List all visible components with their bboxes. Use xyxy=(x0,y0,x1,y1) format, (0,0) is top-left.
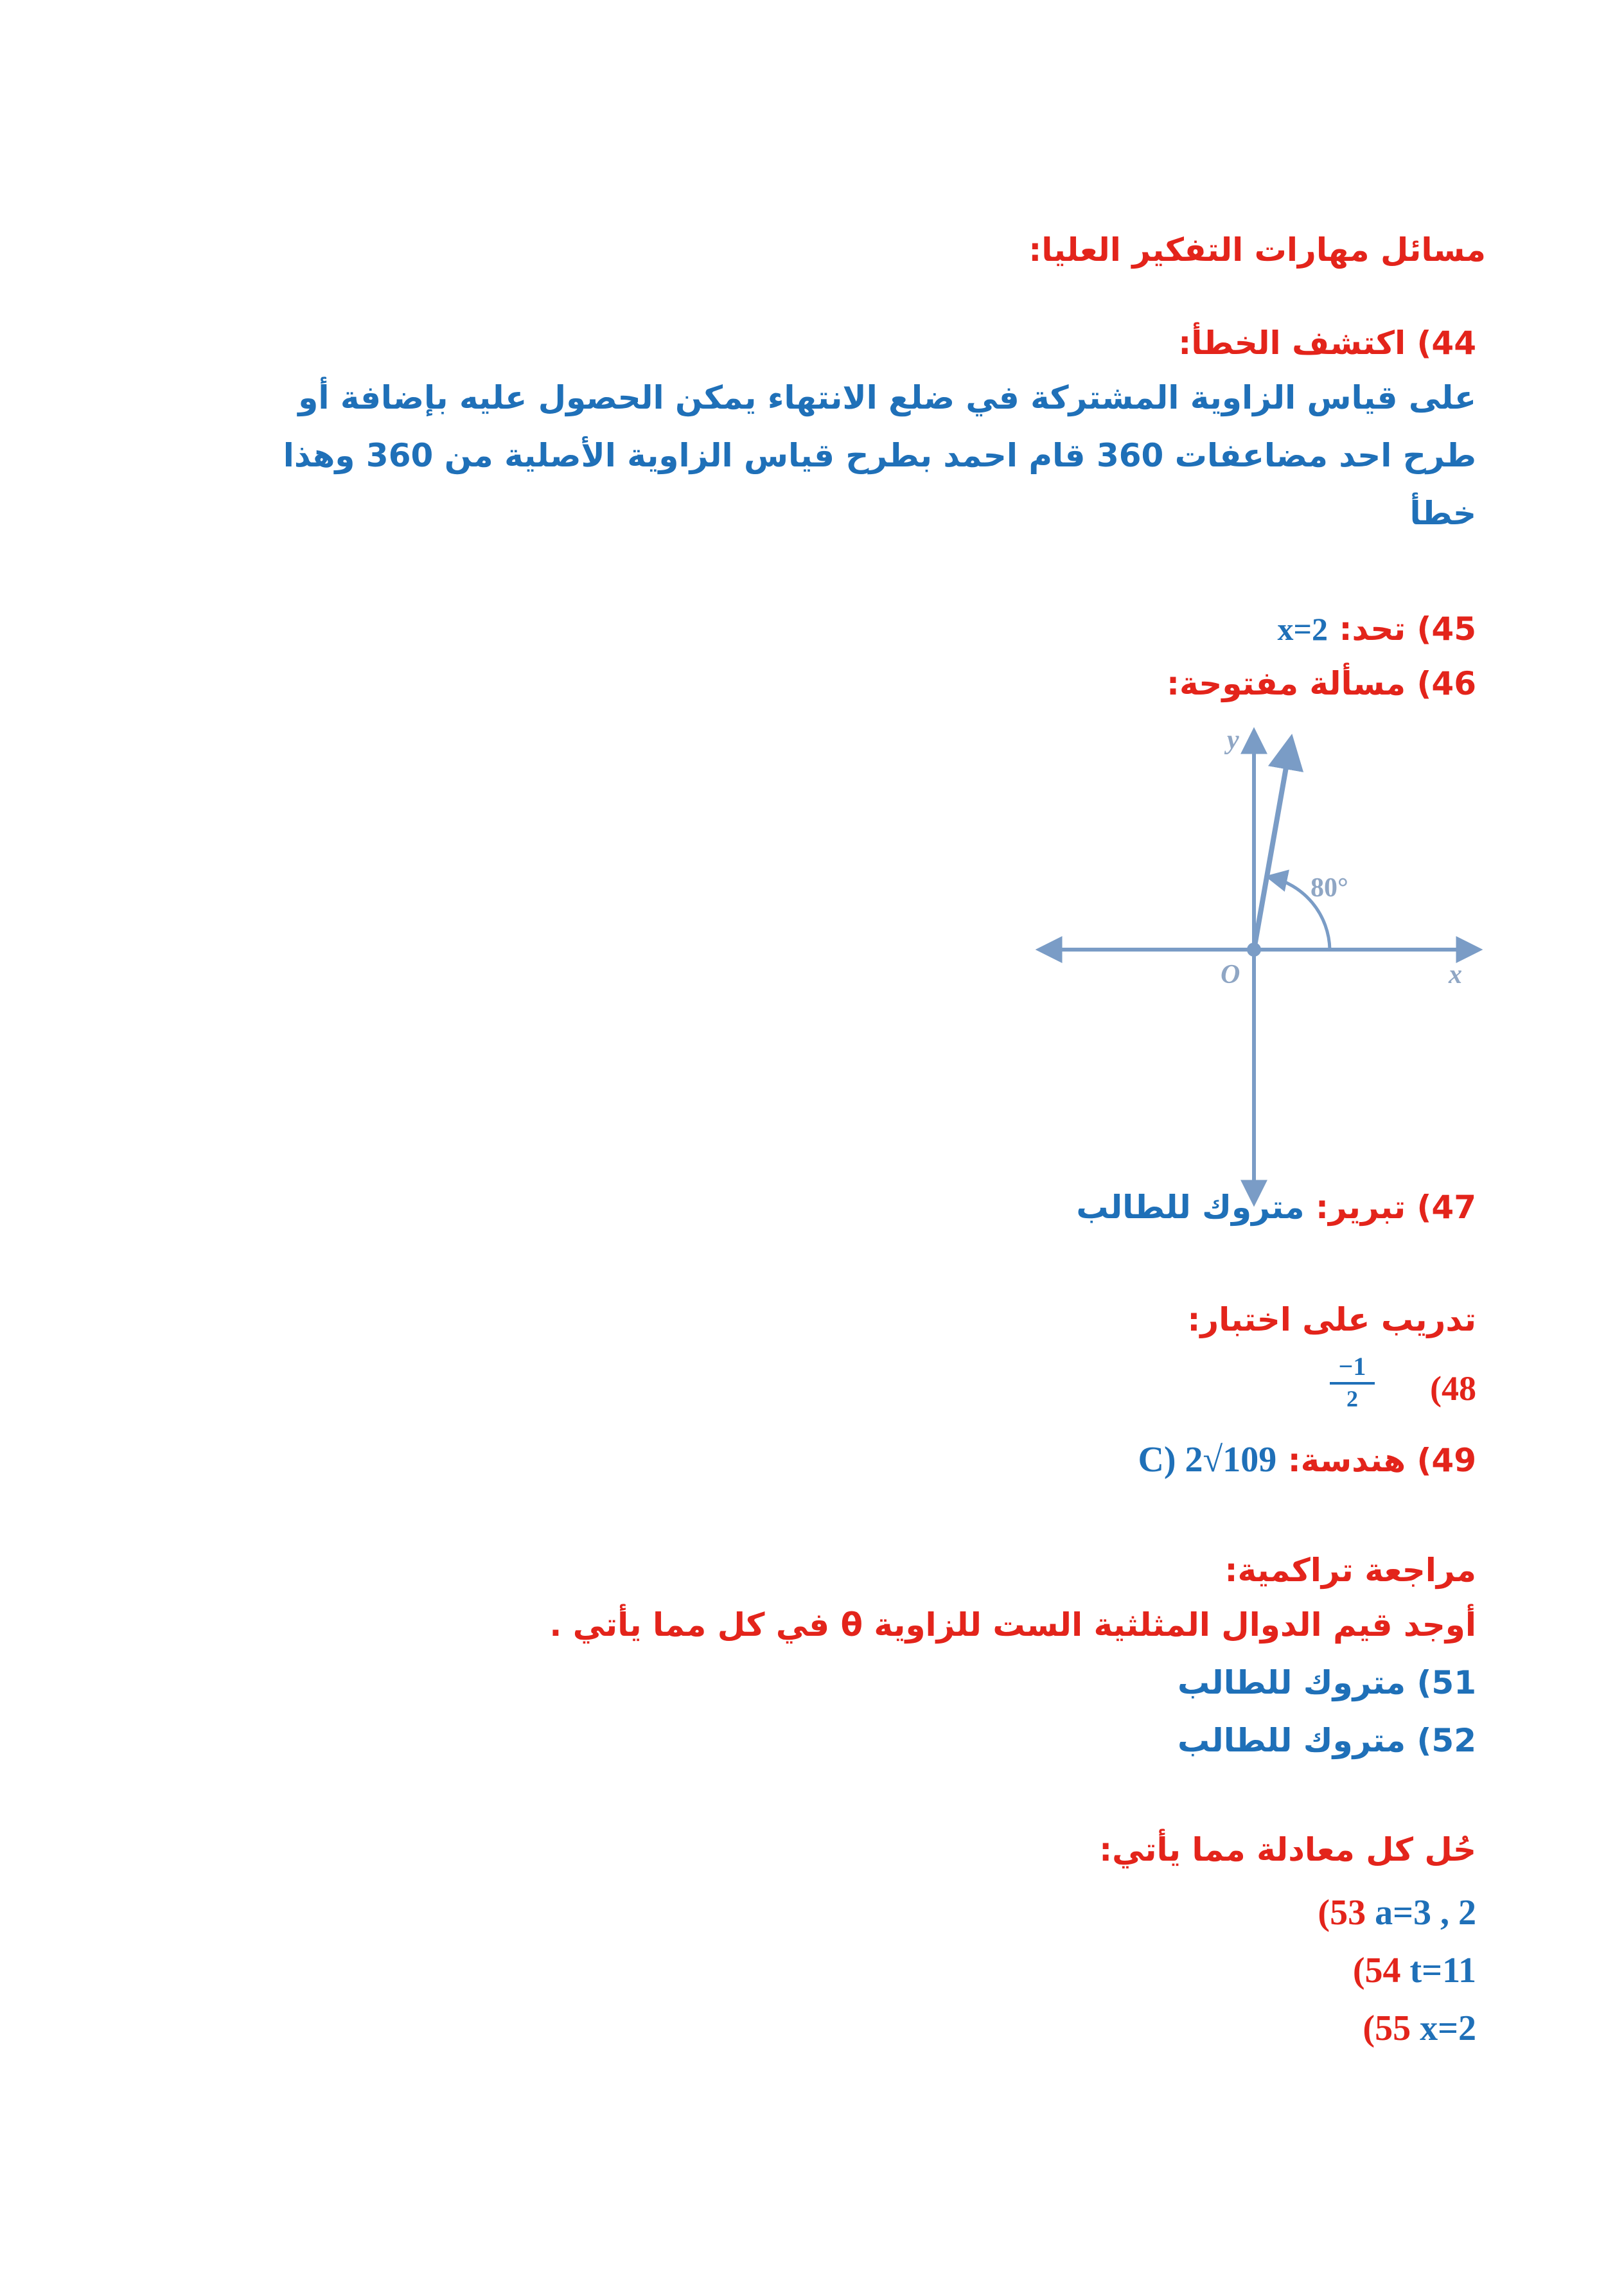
q49-label: 49) هندسة: xyxy=(1287,1442,1476,1479)
q53-answer: a=3 , 2 xyxy=(1375,1893,1476,1933)
q47-label: 47) تبرير: xyxy=(1315,1189,1476,1226)
q49-answer: C) 2√109 xyxy=(1138,1440,1277,1480)
review-instruction: أوجد قيم الدوال المثلثية الست للزاوية θ في كل مما يأتي . xyxy=(549,1606,1476,1644)
q55 xyxy=(1363,2008,1476,2049)
q44-line-2: طرح احد مضاعفات 360 قام احمد بطرح قياس الزاوية الأصلية من 360 وهذا xyxy=(283,437,1476,474)
q54-label: (54 xyxy=(1352,1951,1401,1990)
q52: 52) متروك للطالب xyxy=(1177,1722,1476,1759)
q46-title: 46) مسألة مفتوحة: xyxy=(1166,665,1476,702)
q54-answer: t=11 xyxy=(1409,1951,1476,1990)
q48-denominator: 2 xyxy=(1346,1386,1358,1412)
origin-label: O xyxy=(1221,960,1240,989)
q53 xyxy=(1318,1892,1476,1933)
q49 xyxy=(1138,1439,1476,1480)
q55-label: (55 xyxy=(1363,2008,1411,2048)
q53-label: (53 xyxy=(1318,1893,1366,1933)
q47 xyxy=(1076,1189,1476,1226)
fraction-bar xyxy=(1330,1382,1375,1385)
q55-answer: x=2 xyxy=(1420,2008,1476,2048)
q44-title: 44) اكتشف الخطأ: xyxy=(1178,324,1476,362)
q45 xyxy=(1278,610,1476,648)
q45-label: 45) تحد: xyxy=(1339,610,1476,648)
q54 xyxy=(1353,1950,1476,1991)
q45-answer: x=2 xyxy=(1277,611,1328,647)
q48-numerator: −1 xyxy=(1338,1352,1366,1381)
origin-point xyxy=(1247,943,1261,957)
angle-label: 80° xyxy=(1311,873,1348,903)
test-title: تدريب على اختبار: xyxy=(1187,1301,1476,1338)
terminal-ray xyxy=(1254,741,1291,950)
q48-label: (48 xyxy=(1430,1369,1476,1408)
review-title: مراجعة تراكمية: xyxy=(1224,1552,1476,1589)
q51: 51) متروك للطالب xyxy=(1177,1664,1476,1701)
x-axis-label: x xyxy=(1449,960,1462,989)
solve-title: حُل كل معادلة مما يأتي: xyxy=(1099,1831,1476,1868)
q47-answer: متروك للطالب xyxy=(1076,1189,1305,1226)
angle-figure xyxy=(1028,720,1490,1221)
hots-title: مسائل مهارات التفكير العليا: xyxy=(1028,231,1486,269)
q48-fraction xyxy=(1330,1352,1375,1412)
y-axis-label: y xyxy=(1227,725,1239,755)
q44-line-1: على قياس الزاوية المشتركة في ضلع الانتهاء يمكن الحصول عليه بإضافة أو xyxy=(298,379,1476,416)
q44-line-3: خطأ xyxy=(1409,495,1476,532)
